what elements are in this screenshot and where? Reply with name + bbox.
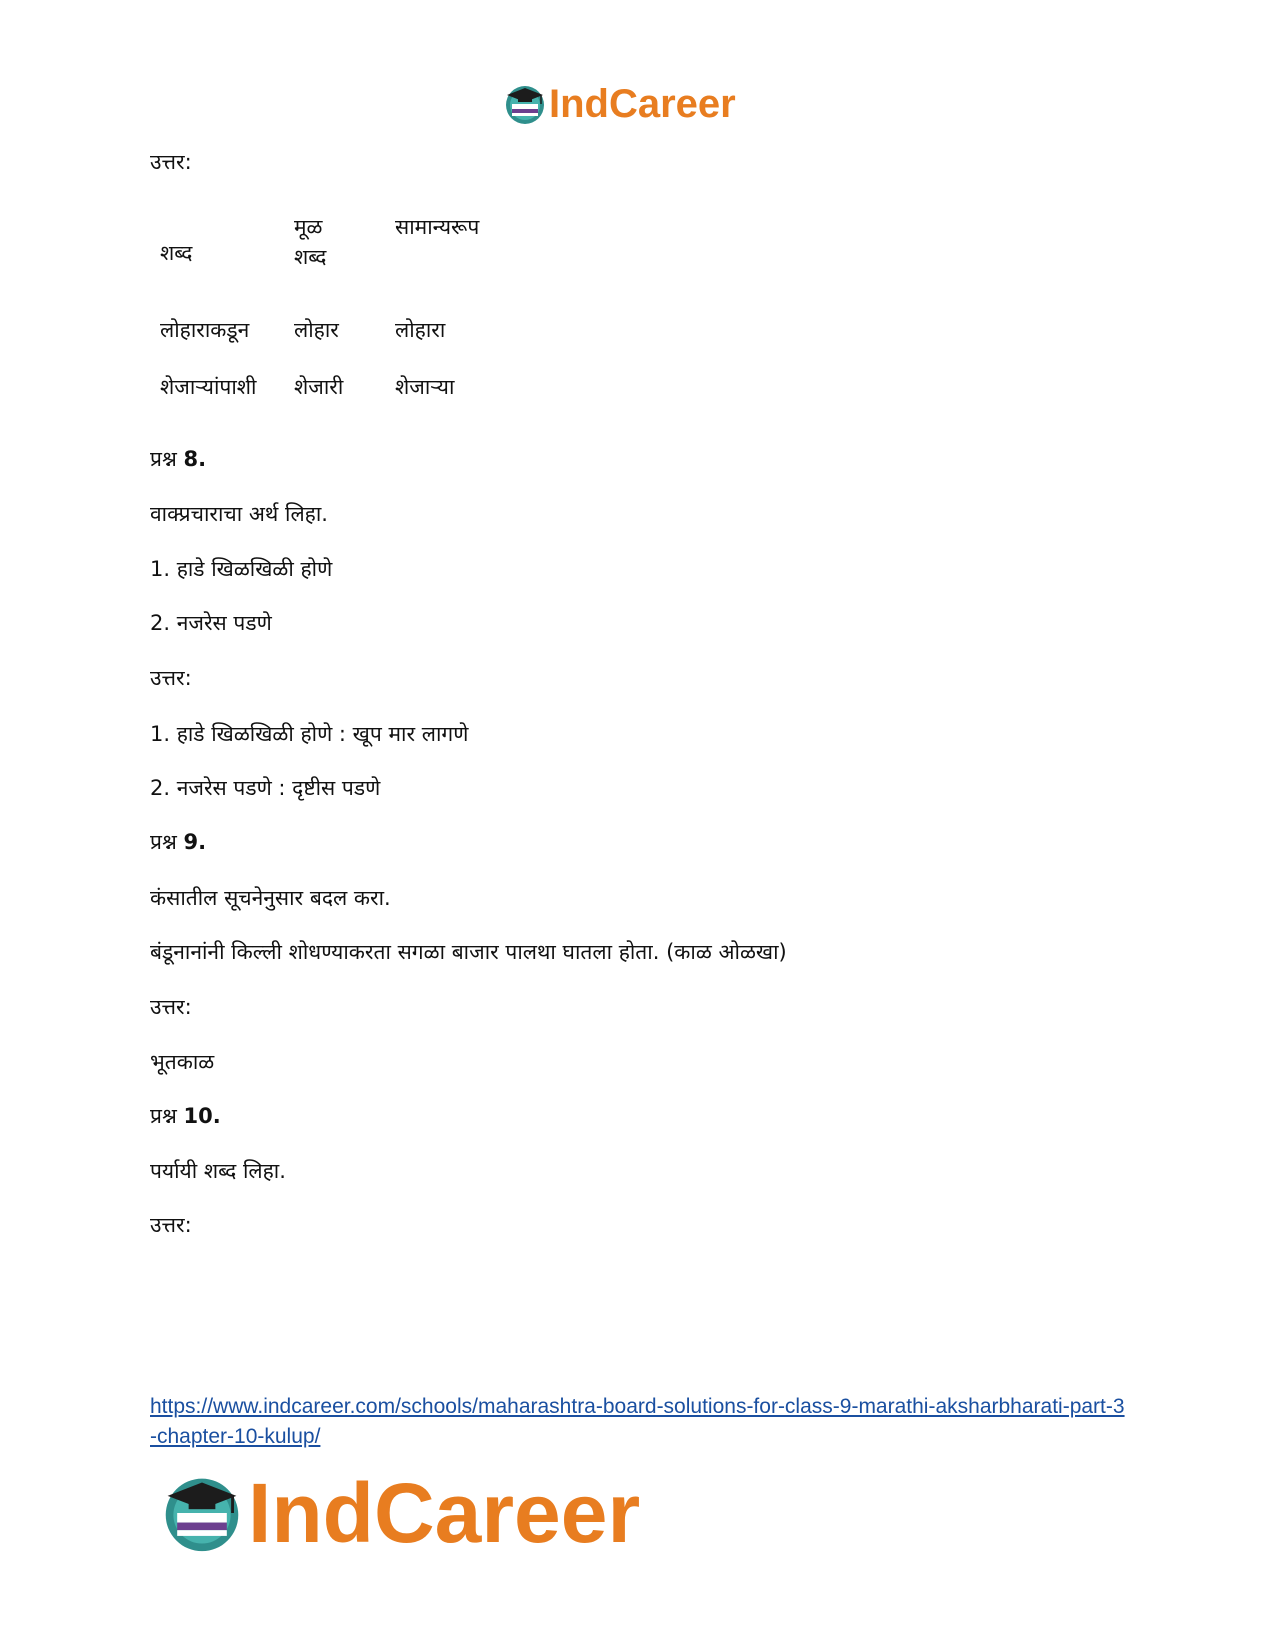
answer-label: उत्तर: [150,666,192,690]
question-9-heading [150,828,206,856]
table-cell: शेजाऱ्यांपाशी [160,375,257,399]
source-url-link[interactable]: https://www.indcareer.com/schools/maharashtra-board-solutions-for-class-9-marathi-aksharbharati-part-3-chapter-10-kulup/ [150,1395,1125,1448]
table-header-mool-line1: मूळ [294,215,323,239]
question-8-item: 2. नजरेस पडणे [150,611,272,635]
answer-label: उत्तर: [150,1213,192,1237]
question-number: 8. [183,447,207,471]
table-header-samanyarup: सामान्यरूप [395,215,480,239]
graduation-cap-book-icon [503,82,547,126]
table-header-shabd: शब्द [160,241,193,265]
answer-label: उत्तर: [150,995,192,1019]
question-prefix: प्रश्न [150,1104,184,1128]
indcareer-logo-top [503,80,736,128]
question-8-item: 1. हाडे खिळखिळी होणे [150,557,333,581]
answer-label: उत्तर: [150,150,192,174]
question-8-answer: 2. नजरेस पडणे : दृष्टीस पडणे [150,776,381,800]
question-9-sentence: बंडूनानांनी किल्ली शोधण्याकरता सगळा बाजार पालथा घातला होता. (काळ ओळखा) [150,940,787,964]
table-cell: शेजारी [294,375,344,399]
question-prefix: प्रश्न [150,830,184,854]
question-9-instruction: कंसातील सूचनेनुसार बदल करा. [150,886,391,910]
question-9-answer: भूतकाळ [150,1050,215,1074]
question-8-instruction: वाक्प्रचाराचा अर्थ लिहा. [150,502,328,526]
question-10-instruction: पर्यायी शब्द लिहा. [150,1159,286,1183]
table-cell: लोहाराकडून [160,318,250,342]
table-cell: लोहारा [395,318,446,342]
question-prefix: प्रश्न [150,447,184,471]
question-10-heading [150,1102,221,1130]
indcareer-logo-bottom [160,1465,641,1560]
logo-wordmark: IndCareer [549,81,736,126]
question-number: 10. [183,1104,221,1128]
question-number: 9. [183,830,207,854]
question-8-heading [150,445,206,473]
table-cell: शेजाऱ्या [395,375,455,399]
question-8-answer: 1. हाडे खिळखिळी होणे : खूप मार लागणे [150,722,469,746]
table-header-mool-line2: शब्द [294,245,327,269]
logo-wordmark: IndCareer [248,1465,641,1560]
table-cell: लोहार [294,318,339,342]
graduation-cap-book-icon [160,1471,244,1555]
